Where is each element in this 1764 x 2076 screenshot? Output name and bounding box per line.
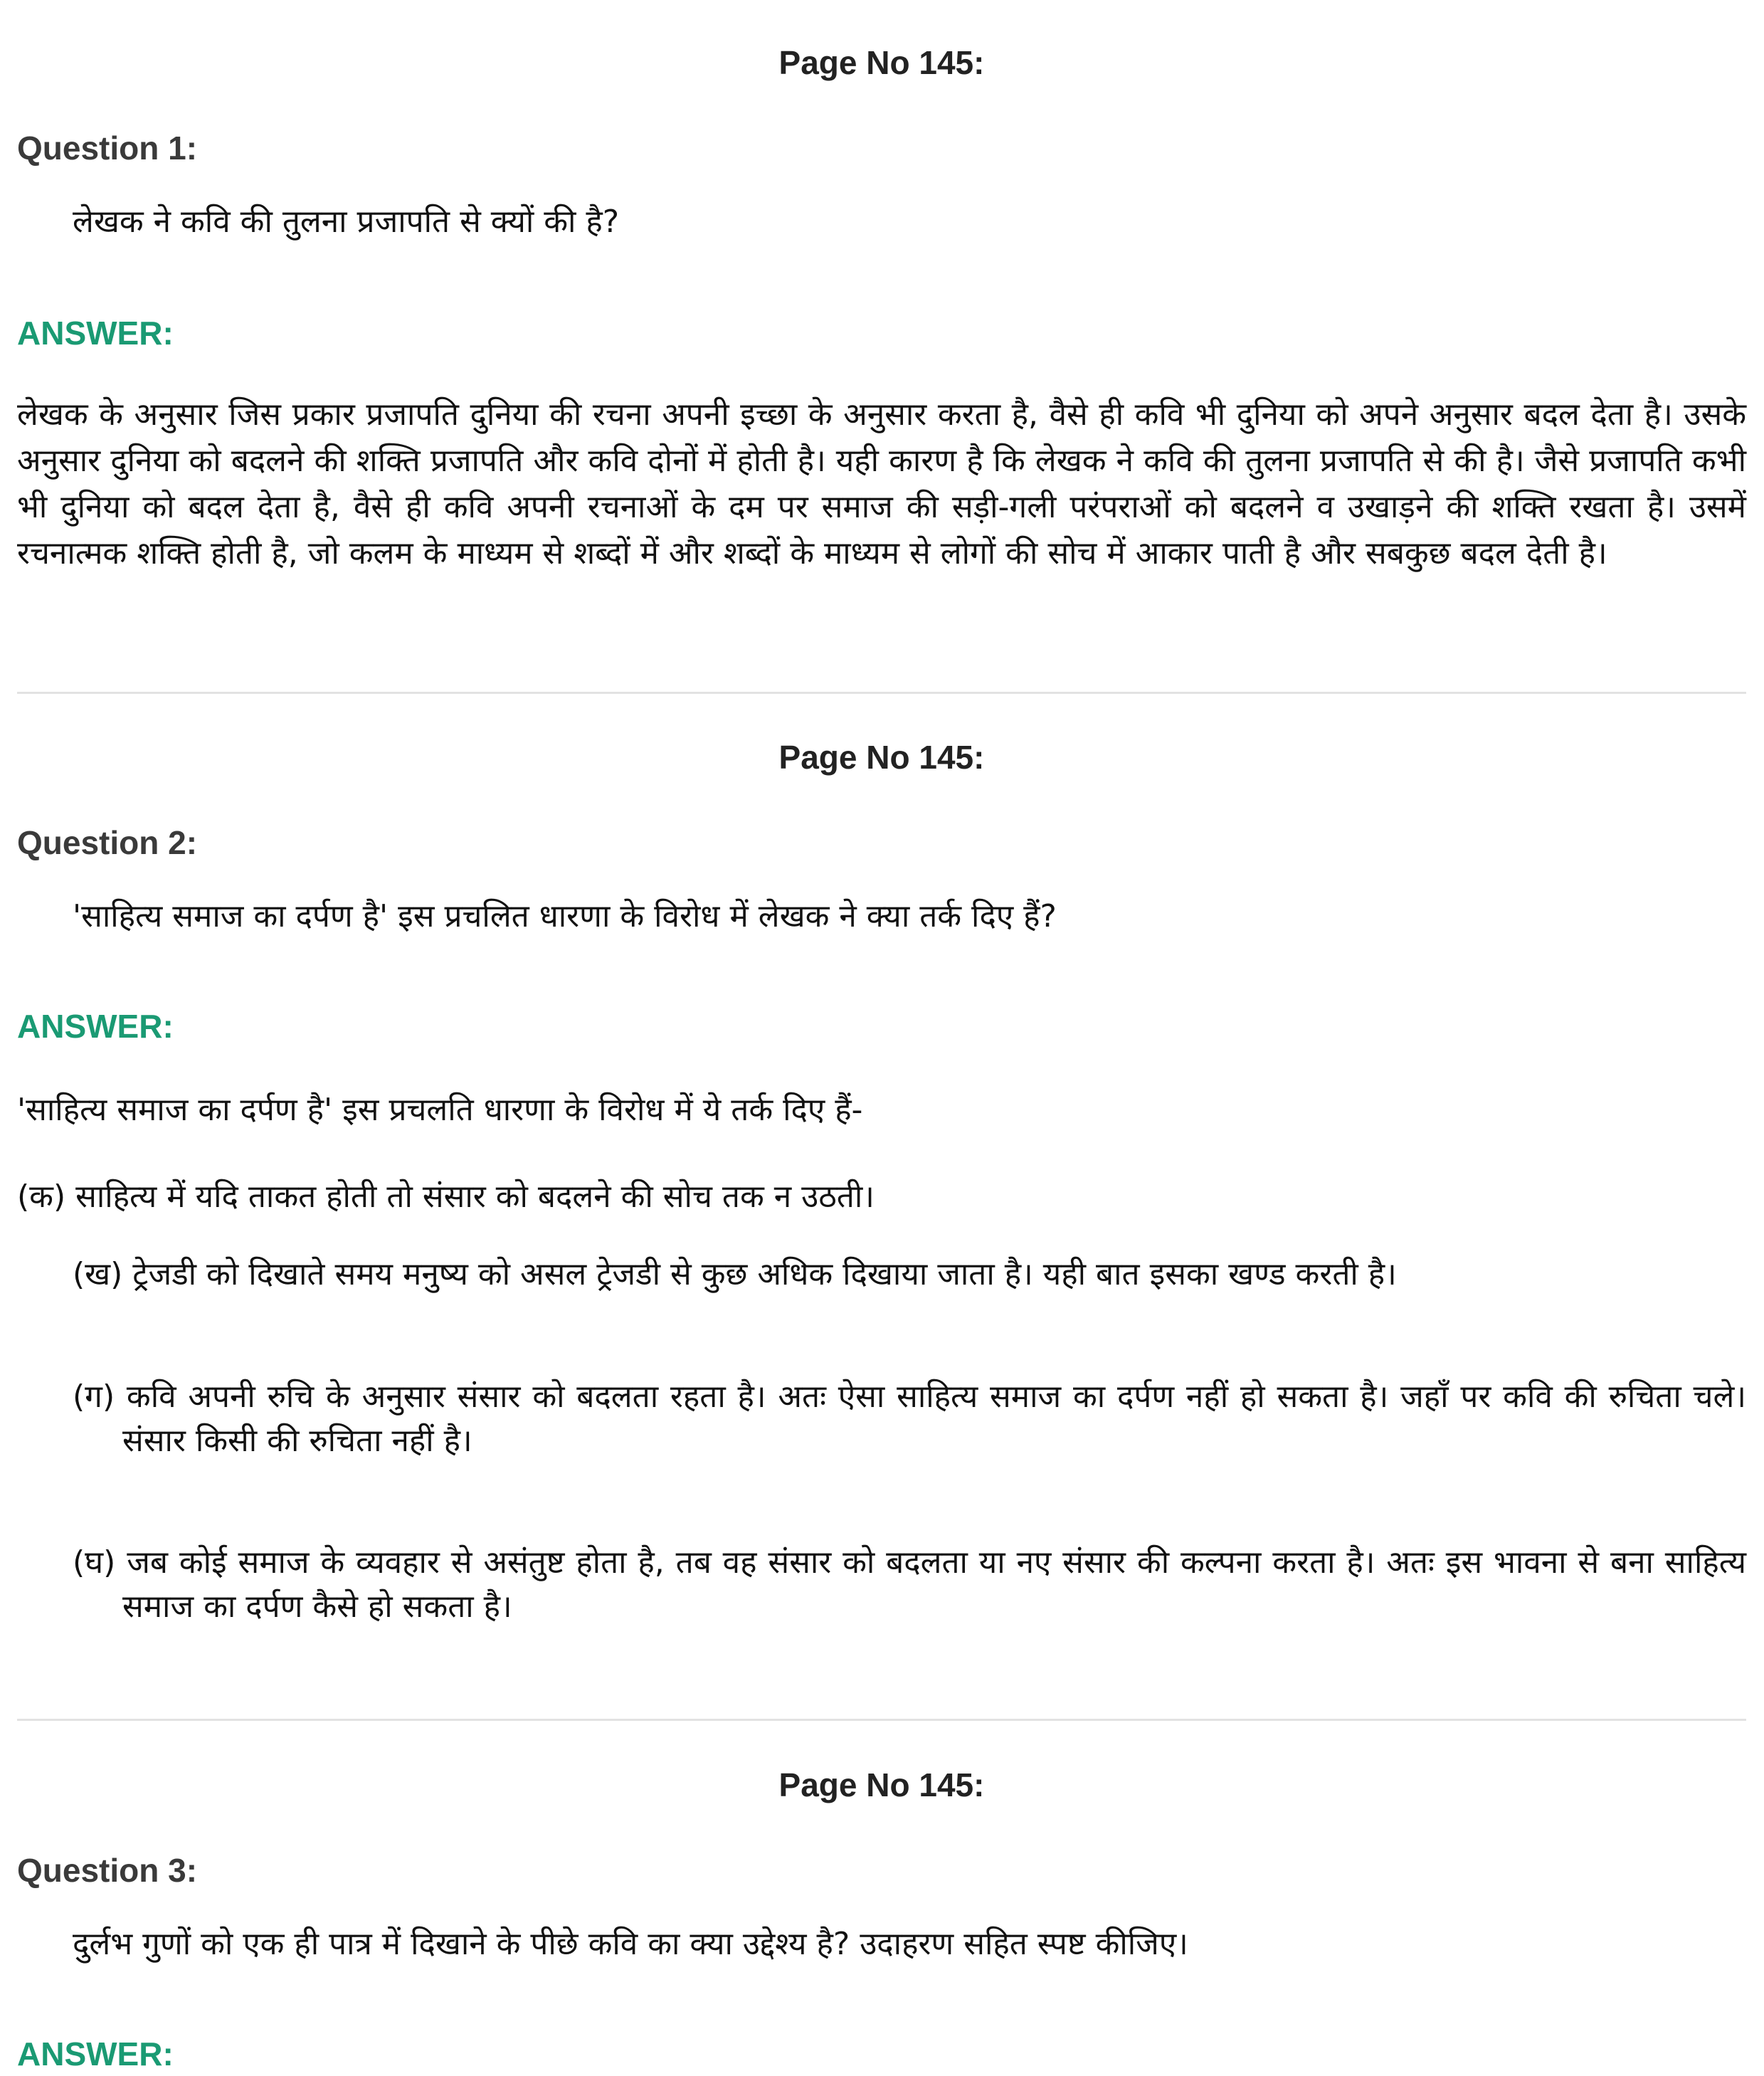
question-label: Question 2: bbox=[17, 824, 198, 861]
answer-item: (घ) जब कोई समाज के व्यवहार से असंतुष्ट होता है, तब वह संसार को बदलता या नए संसार की कल्पना करता है। अतः इस भावना से बना साहित्य समाज का दर्पण कैसे हो सकता है। bbox=[73, 1544, 1746, 1625]
answer-item: (क) साहित्य में यदि ताकत होती तो संसार को बदलने की सोच तक न उठती। bbox=[17, 1179, 875, 1215]
answer-item: (ख) ट्रेजडी को दिखाते समय मनुष्य को असल ट्रेजडी से कुछ अधिक दिखाया जाता है। यही बात इसका खण्ड करती है। bbox=[73, 1256, 1397, 1292]
answer-label: ANSWER: bbox=[17, 315, 174, 352]
answer-intro: 'साहित्य समाज का दर्पण है' इस प्रचलति धारणा के विरोध में ये तर्क दिए हैं- bbox=[17, 1092, 863, 1128]
section-divider bbox=[17, 692, 1746, 694]
page-number-heading: Page No 145: bbox=[778, 1766, 985, 1803]
question-text: दुर्लभ गुणों को एक ही पात्र में दिखाने के पीछे कवि का क्या उद्देश्य है? उदाहरण सहित स्पष्ट कीजिए। bbox=[73, 1926, 1188, 1962]
answer-text: लेखक के अनुसार जिस प्रकार प्रजापति दुनिया की रचना अपनी इच्छा के अनुसार करता है, वैसे ही कवि भी दुनिया को अपने अनुसार बदल देता है। उसके अनुसार दुनिया को बदलने की शक्ति प्रजापति और कवि दोनों में होती है। यही कारण है कि लेखक ने कवि की तुलना प्रजापति से की है। जैसे प्रजापति कभी भी दुनिया को बदल देता है, वैसे ही कवि अपनी रचनाओं के दम पर समाज की सड़ी-गली परंपराओं को बदलने व उखाड़ने की शक्ति रखता है। उसमें रचनात्मक शक्ति होती है, जो कलम के माध्यम से शब्दों में और शब्दों के माध्यम से लोगों की सोच में आकार पाती है और सबकुछ बदल देती है। bbox=[17, 396, 1746, 571]
answer-label: ANSWER: bbox=[17, 2035, 174, 2072]
page-number-heading: Page No 145: bbox=[778, 44, 985, 81]
answer-item: (ग) कवि अपनी रुचि के अनुसार संसार को बदलता रहता है। अतः ऐसा साहित्य समाज का दर्पण नहीं हो सकता है। जहाँ पर कवि की रुचिता चले। संसार किसी की रुचिता नहीं है। bbox=[73, 1379, 1746, 1459]
page-number-heading: Page No 145: bbox=[778, 739, 985, 776]
question-label: Question 1: bbox=[17, 130, 198, 167]
question-text: 'साहित्य समाज का दर्पण है' इस प्रचलित धारणा के विरोध में लेखक ने क्या तर्क दिए हैं? bbox=[73, 898, 1057, 934]
section-divider bbox=[17, 1719, 1746, 1721]
question-label: Question 3: bbox=[17, 1852, 198, 1889]
answer-label: ANSWER: bbox=[17, 1008, 174, 1045]
question-text: लेखक ने कवि की तुलना प्रजापति से क्यों की है? bbox=[73, 204, 620, 240]
